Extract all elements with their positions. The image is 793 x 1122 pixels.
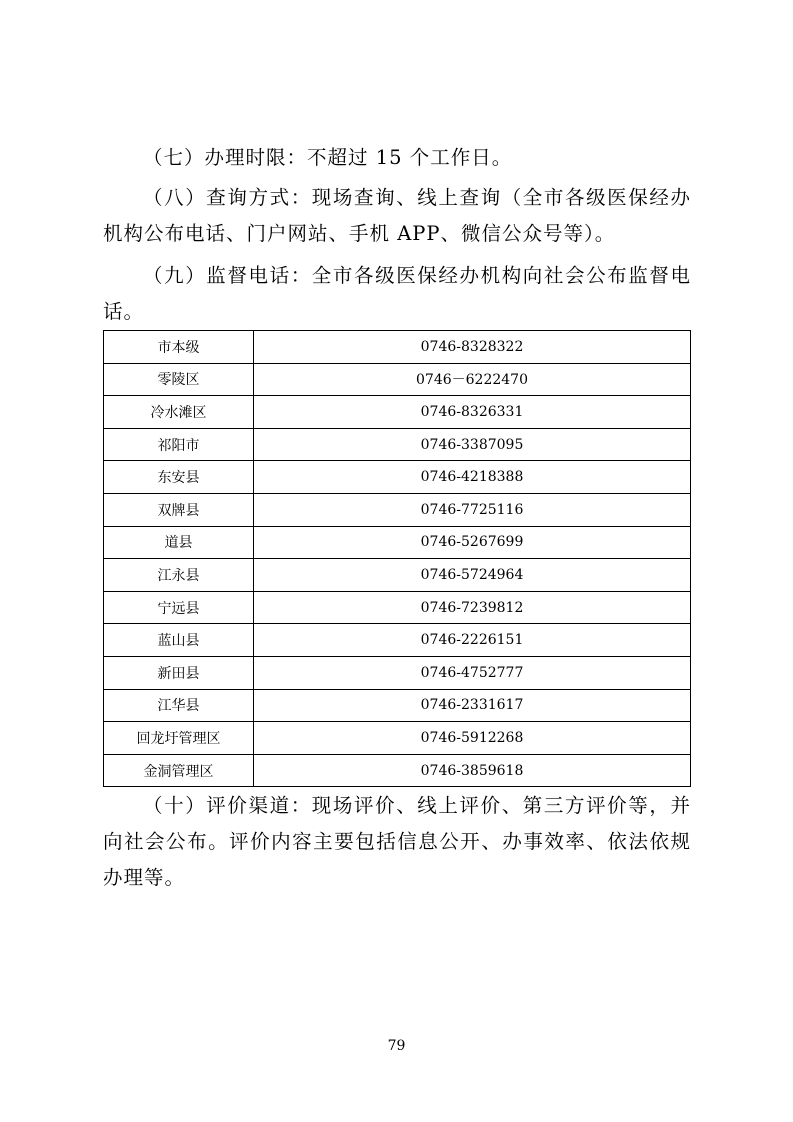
table-row xyxy=(104,526,691,559)
area-cell: 江华县 xyxy=(104,689,254,722)
phone-cell: 0746-8328322 xyxy=(254,331,691,364)
table-row xyxy=(104,363,691,396)
phone-cell: 0746-2331617 xyxy=(254,689,691,722)
page-number: 79 xyxy=(387,1038,406,1054)
table-row xyxy=(104,656,691,689)
area-cell: 东安县 xyxy=(104,461,254,494)
table-row xyxy=(104,396,691,429)
paragraph-supervision-phone: （九）监督电话：全市各级医保经办机构向社会公布监督电话。 xyxy=(103,264,691,323)
paragraph-query-methods: （八）查询方式：现场查询、线上查询（全市各级医保经办机构公布电话、门户网站、手机 APP、微信公众号等）。 xyxy=(103,186,691,245)
phone-cell: 0746－6222470 xyxy=(254,363,691,396)
table-row xyxy=(104,461,691,494)
table-row xyxy=(104,559,691,592)
phone-cell: 0746-5912268 xyxy=(254,722,691,755)
table-row xyxy=(104,754,691,787)
phone-cell: 0746-5724964 xyxy=(254,559,691,592)
paragraph-time-limit: （七）办理时限：不超过 15 个工作日。 xyxy=(143,146,513,169)
area-cell: 新田县 xyxy=(104,656,254,689)
table-row xyxy=(104,689,691,722)
phone-cell: 0746-5267699 xyxy=(254,526,691,559)
table-row xyxy=(104,493,691,526)
area-cell: 金洞管理区 xyxy=(104,754,254,787)
area-cell: 祁阳市 xyxy=(104,428,254,461)
paragraph-evaluation-channels: （十）评价渠道：现场评价、线上评价、第三方评价等，并向社会公布。评价内容主要包括信息公开、办事效率、依法依规办理等。 xyxy=(103,794,691,889)
supervision-phone-table xyxy=(103,330,691,787)
phone-cell: 0746-7725116 xyxy=(254,493,691,526)
area-cell: 宁远县 xyxy=(104,591,254,624)
area-cell: 冷水滩区 xyxy=(104,396,254,429)
area-cell: 市本级 xyxy=(104,331,254,364)
area-cell: 零陵区 xyxy=(104,363,254,396)
table-row xyxy=(104,428,691,461)
area-cell: 双牌县 xyxy=(104,493,254,526)
phone-cell: 0746-4752777 xyxy=(254,656,691,689)
phone-cell: 0746-2226151 xyxy=(254,624,691,657)
table-row xyxy=(104,722,691,755)
table-row xyxy=(104,591,691,624)
area-cell: 回龙圩管理区 xyxy=(104,722,254,755)
phone-cell: 0746-3387095 xyxy=(254,428,691,461)
phone-cell: 0746-4218388 xyxy=(254,461,691,494)
table-row xyxy=(104,331,691,364)
phone-cell: 0746-7239812 xyxy=(254,591,691,624)
phone-cell: 0746-8326331 xyxy=(254,396,691,429)
phone-cell: 0746-3859618 xyxy=(254,754,691,787)
area-cell: 道县 xyxy=(104,526,254,559)
area-cell: 江永县 xyxy=(104,559,254,592)
area-cell: 蓝山县 xyxy=(104,624,254,657)
phone-table-body xyxy=(104,331,691,787)
table-row xyxy=(104,624,691,657)
